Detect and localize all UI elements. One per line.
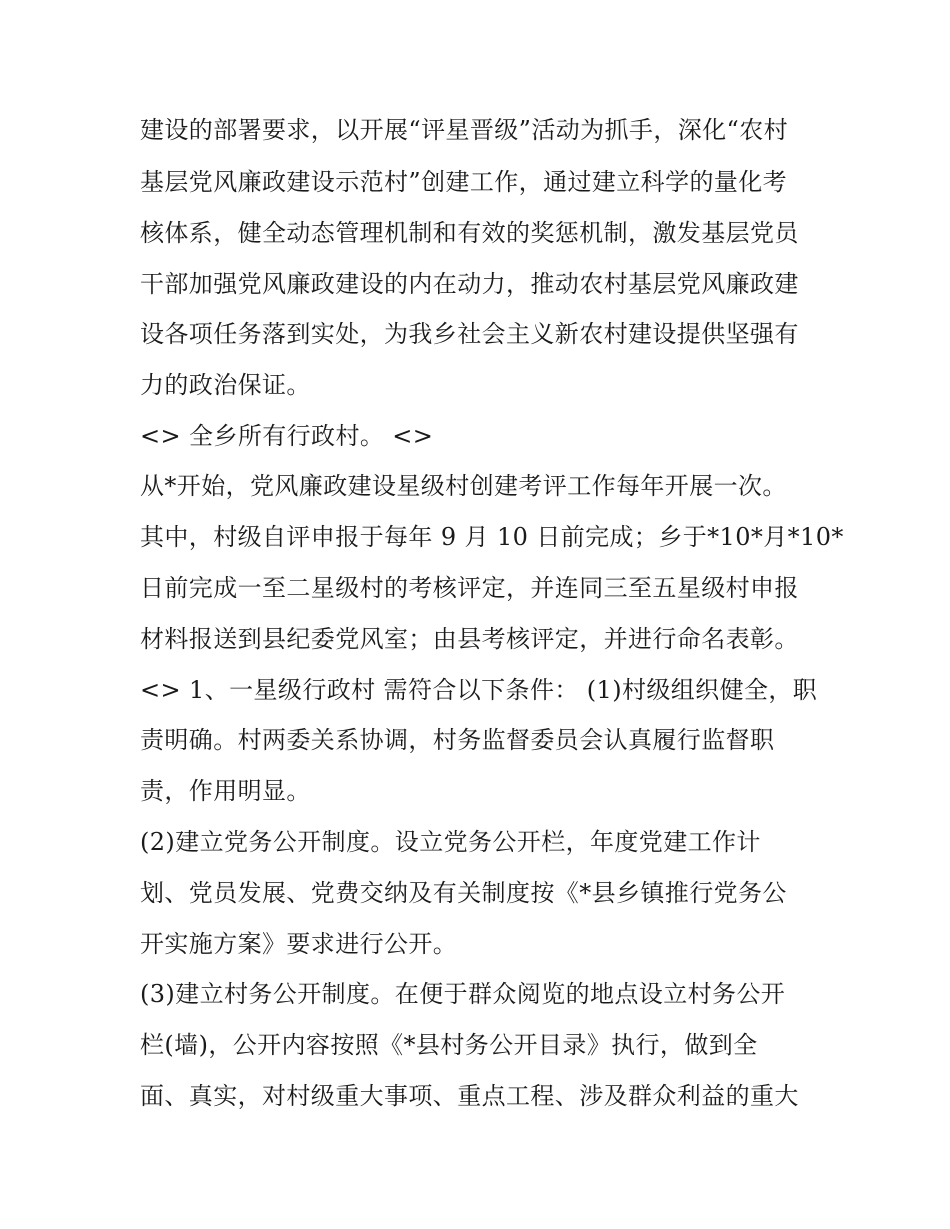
text-line: 建设的部署要求，以开展“评星晋级”活动为抓手，深化“农村 — [140, 116, 789, 144]
text-line: 责，作用明显。 — [140, 777, 311, 805]
text-line: <> 全乡所有行政村。 <> — [140, 422, 434, 450]
text-line: (3)建立村务公开制度。在便于群众阅览的地点设立村务公开 — [140, 980, 786, 1008]
text-line: 划、党员发展、党费交纳及有关制度按《*县乡镇推行党务公 — [140, 879, 787, 907]
text-line: 其中，村级自评申报于每年 9 月 10 日前完成；乡于*10*月*10* — [140, 523, 844, 551]
text-line: 设各项任务落到实处，为我乡社会主义新农村建设提供坚强有 — [140, 320, 799, 348]
text-line: 栏(墙)，公开内容按照《*县村务公开目录》执行，做到全 — [140, 1031, 758, 1059]
text-line: 责明确。村两委关系协调，村务监督委员会认真履行监督职 — [140, 726, 775, 754]
text-line: 面、真实，对村级重大事项、重点工程、涉及群众利益的重大 — [140, 1082, 799, 1110]
text-line: 开实施方案》要求进行公开。 — [140, 930, 458, 958]
text-line: 基层党风廉政建设示范村”创建工作，通过建立科学的量化考 — [140, 168, 788, 196]
text-line: 力的政治保证。 — [140, 371, 311, 399]
text-line: 干部加强党风廉政建设的内在动力，推动农村基层党风廉政建 — [140, 270, 799, 298]
text-line: 日前完成一至二星级村的考核评定，并连同三至五星级村申报 — [140, 574, 799, 602]
text-line: <> 1、一星级行政村 需符合以下条件： (1)村级组织健全，职 — [140, 676, 818, 704]
text-line: 核体系，健全动态管理机制和有效的奖惩机制，激发基层党员 — [140, 219, 799, 247]
text-line: (2)建立党务公开制度。设立党务公开栏，年度党建工作计 — [140, 828, 761, 856]
text-line: 从*开始，党风廉政建设星级村创建考评工作每年开展一次。 — [140, 472, 787, 500]
text-line: 材料报送到县纪委党风室；由县考核评定，并进行命名表彰。 — [140, 625, 799, 653]
